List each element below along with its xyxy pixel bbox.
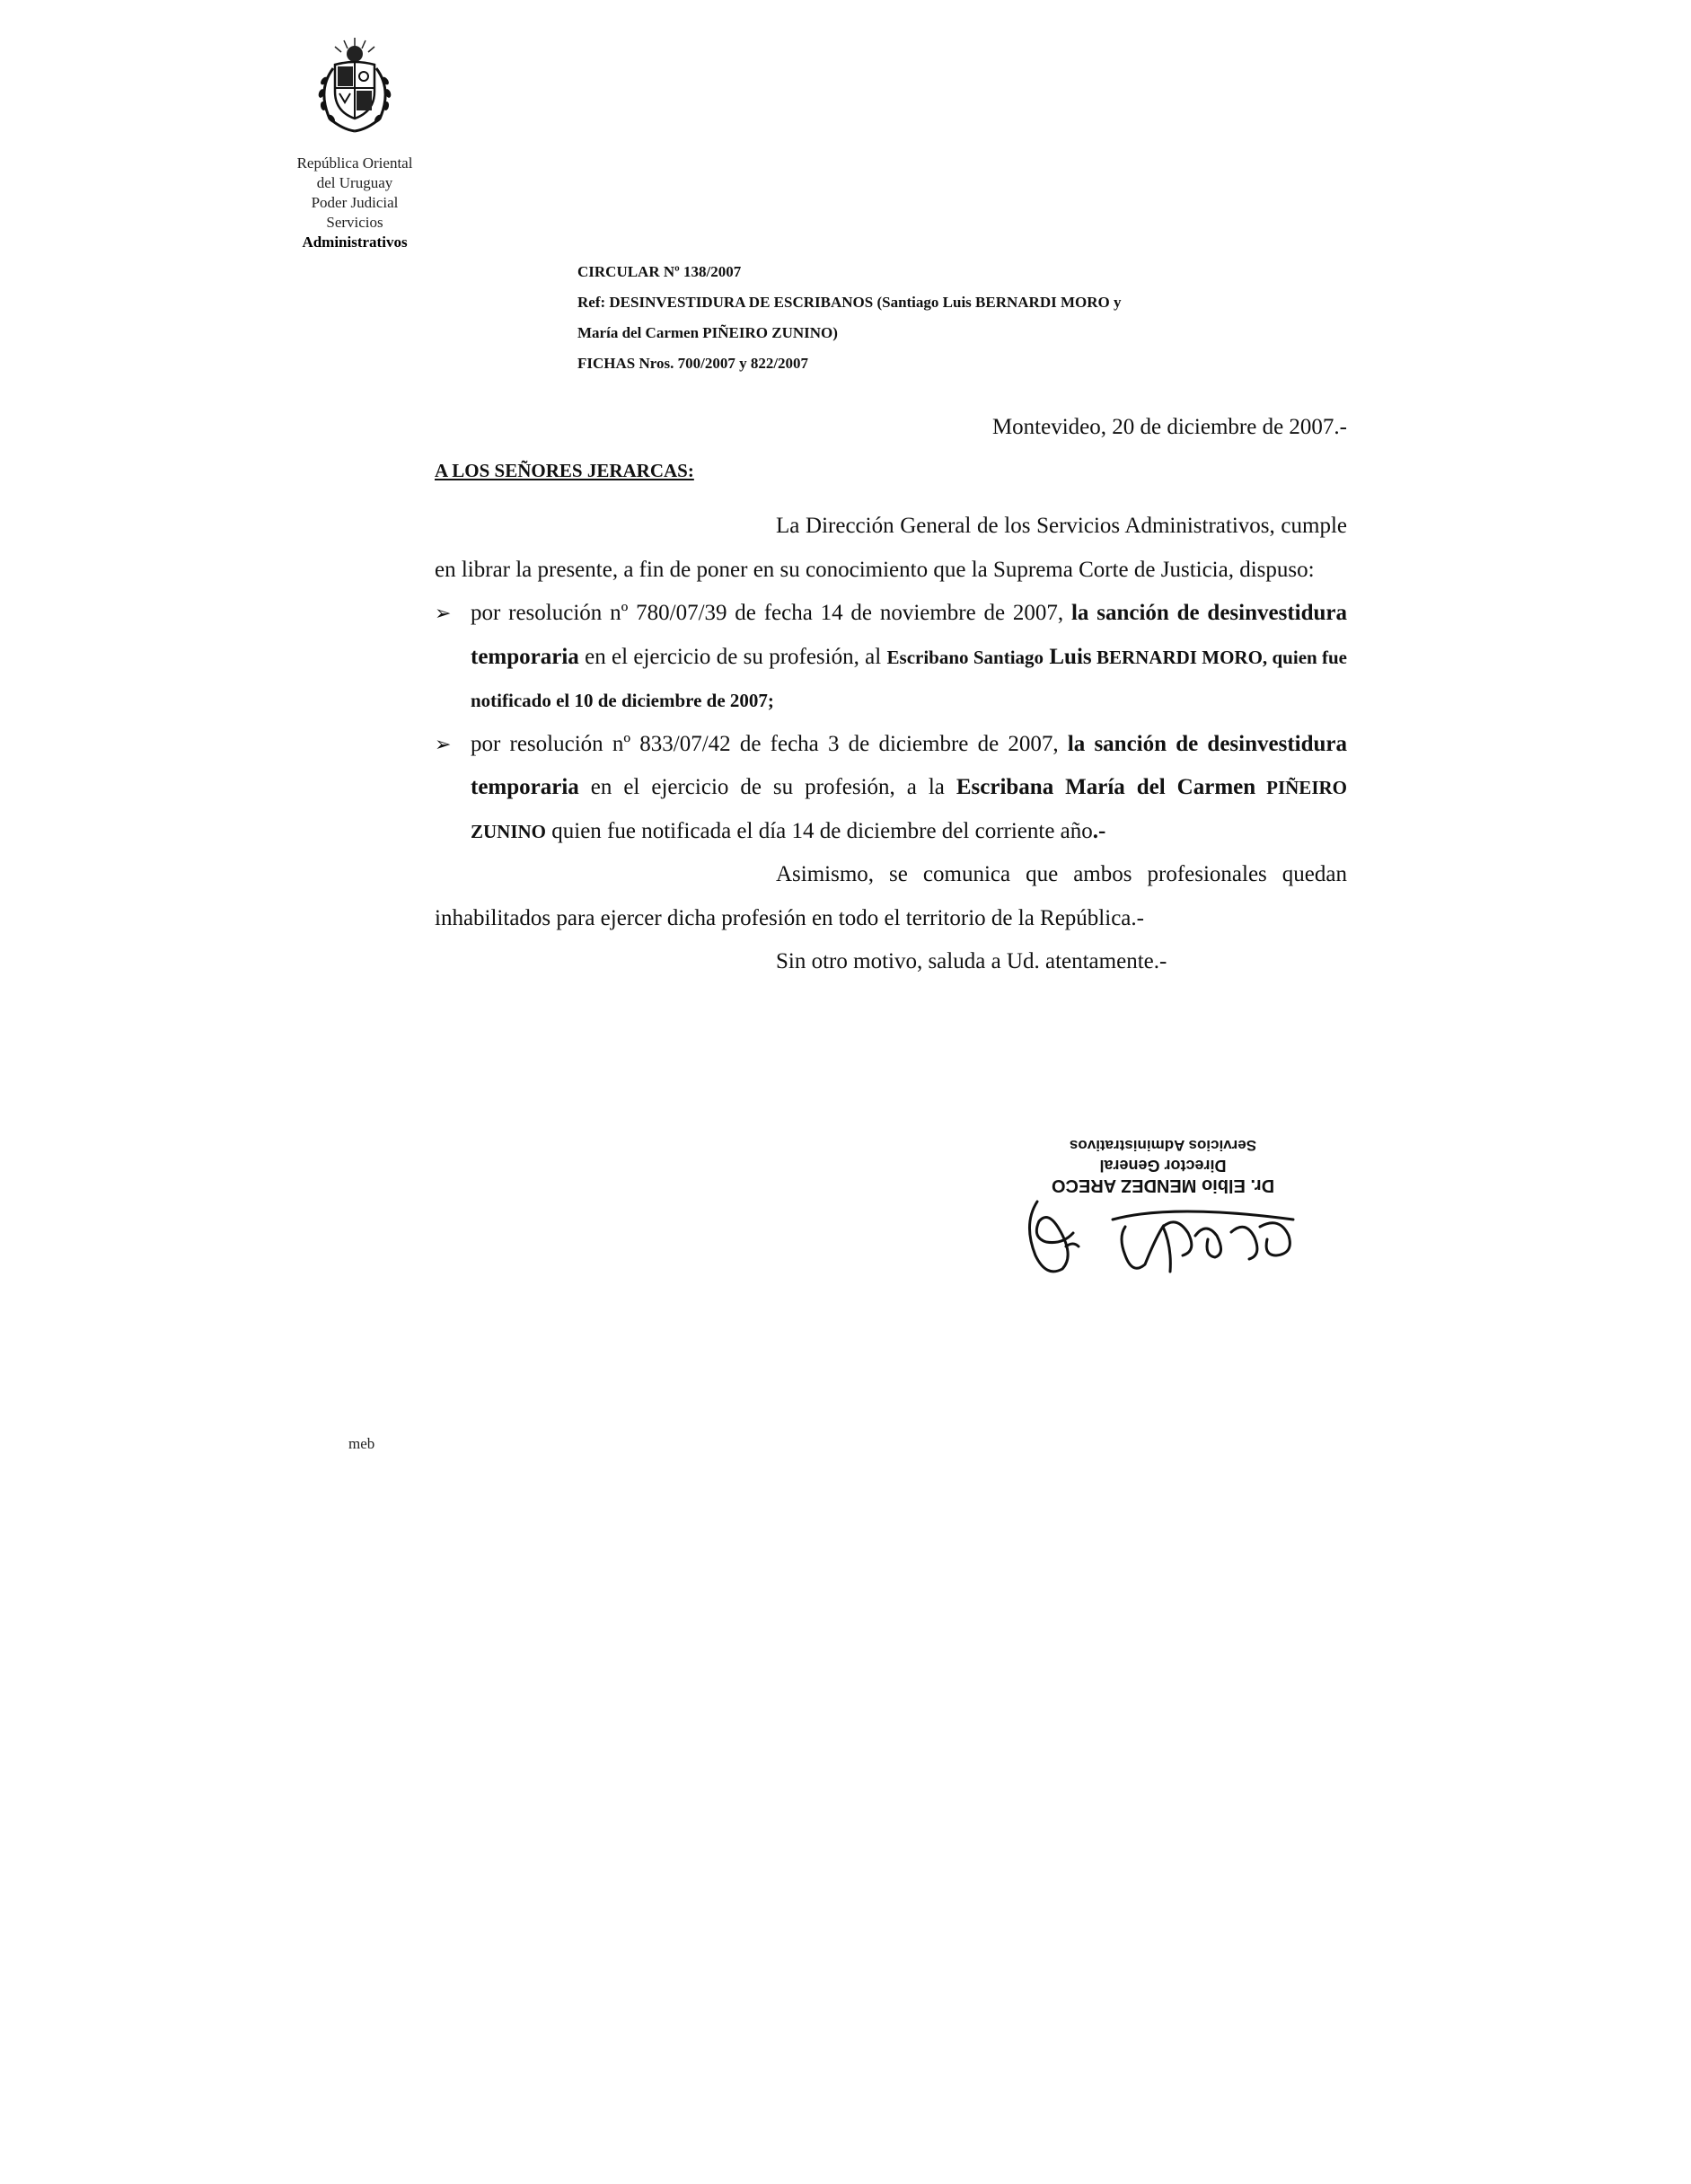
typist-initials: meb [348, 1435, 375, 1452]
arrow-bullet-icon: ➢ [435, 602, 452, 624]
closing-line: Sin otro motivo, saluda a Ud. atentamente.- [776, 949, 1167, 973]
stamp-name: Dr. Elbio MENDEZ ARECO [1051, 1176, 1275, 1195]
item-text: por resolución nº 833/07/42 de fecha 3 de diciembre de 2007, [471, 731, 1068, 756]
intro-paragraph: La Dirección General de los Servicios Administrativos, cumple en librar la presente, a fin de poner en su conocimiento que la Suprema Corte de Justicia, dispuso: [435, 514, 1347, 582]
letter-body [435, 505, 1347, 984]
reference-line: María del Carmen PIÑEIRO ZUNINO) [577, 324, 838, 341]
fichas-line: FICHAS Nros. 700/2007 y 822/2007 [577, 355, 809, 372]
item-text-bold: Escribana María del Carmen [956, 775, 1256, 799]
item-text-bold: Luis [1049, 644, 1092, 669]
item-text: en el ejercicio de su profesión, a la [578, 775, 956, 799]
reference-block [577, 257, 1368, 379]
institution-name [269, 154, 440, 252]
signature-stamp [1019, 1121, 1307, 1287]
stamp-title: Director General [1099, 1157, 1227, 1175]
letter-date: Montevideo, 20 de diciembre de 2007.- [991, 415, 1347, 439]
institution-line: del Uruguay [316, 174, 393, 191]
list-item [435, 592, 1347, 723]
institution-line: Servicios [326, 214, 383, 231]
list-item [435, 723, 1347, 854]
item-text-bold: PIÑEIRO ZUNINO [471, 777, 1347, 842]
item-text-bold: .- [1092, 818, 1106, 843]
item-text-bold: la sanción de desinvestidura temporaria [471, 601, 1347, 669]
stamp-office: Servicios Administrativos [1069, 1137, 1257, 1154]
uruguay-coat-of-arms-icon [310, 36, 400, 139]
letterhead [269, 36, 440, 252]
arrow-bullet-icon: ➢ [435, 732, 452, 755]
item-text: quien fue notificada el día 14 de diciembre del corriente año [546, 818, 1093, 843]
reference-line: Ref: DESINVESTIDURA DE ESCRIBANOS (Santiago Luis BERNARDI MORO y [577, 294, 1122, 311]
item-text-bold: la sanción de desinvestidura temporaria [471, 731, 1347, 799]
second-paragraph: Asimismo, se comunica que ambos profesionales quedan inhabilitados para ejercer dicha profesión en todo el territorio de la República.- [435, 862, 1347, 930]
institution-line: República Oriental [296, 154, 413, 172]
item-text: por resolución nº 780/07/39 de fecha 14 de noviembre de 2007, [471, 601, 1071, 625]
item-text-bold: Escribano Santiago [886, 646, 1044, 668]
institution-line: Poder Judicial [311, 194, 399, 211]
item-text: en el ejercicio de su profesión, al [578, 644, 887, 669]
resolution-list [435, 592, 1347, 853]
salutation: A LOS SEÑORES JERARCAS: [435, 460, 694, 481]
circular-number: CIRCULAR Nº 138/2007 [577, 263, 742, 280]
institution-line-bold: Administrativos [302, 233, 408, 251]
item-text-bold: BERNARDI MORO, quien fue notificado el 10 de diciembre de 2007; [471, 646, 1348, 711]
